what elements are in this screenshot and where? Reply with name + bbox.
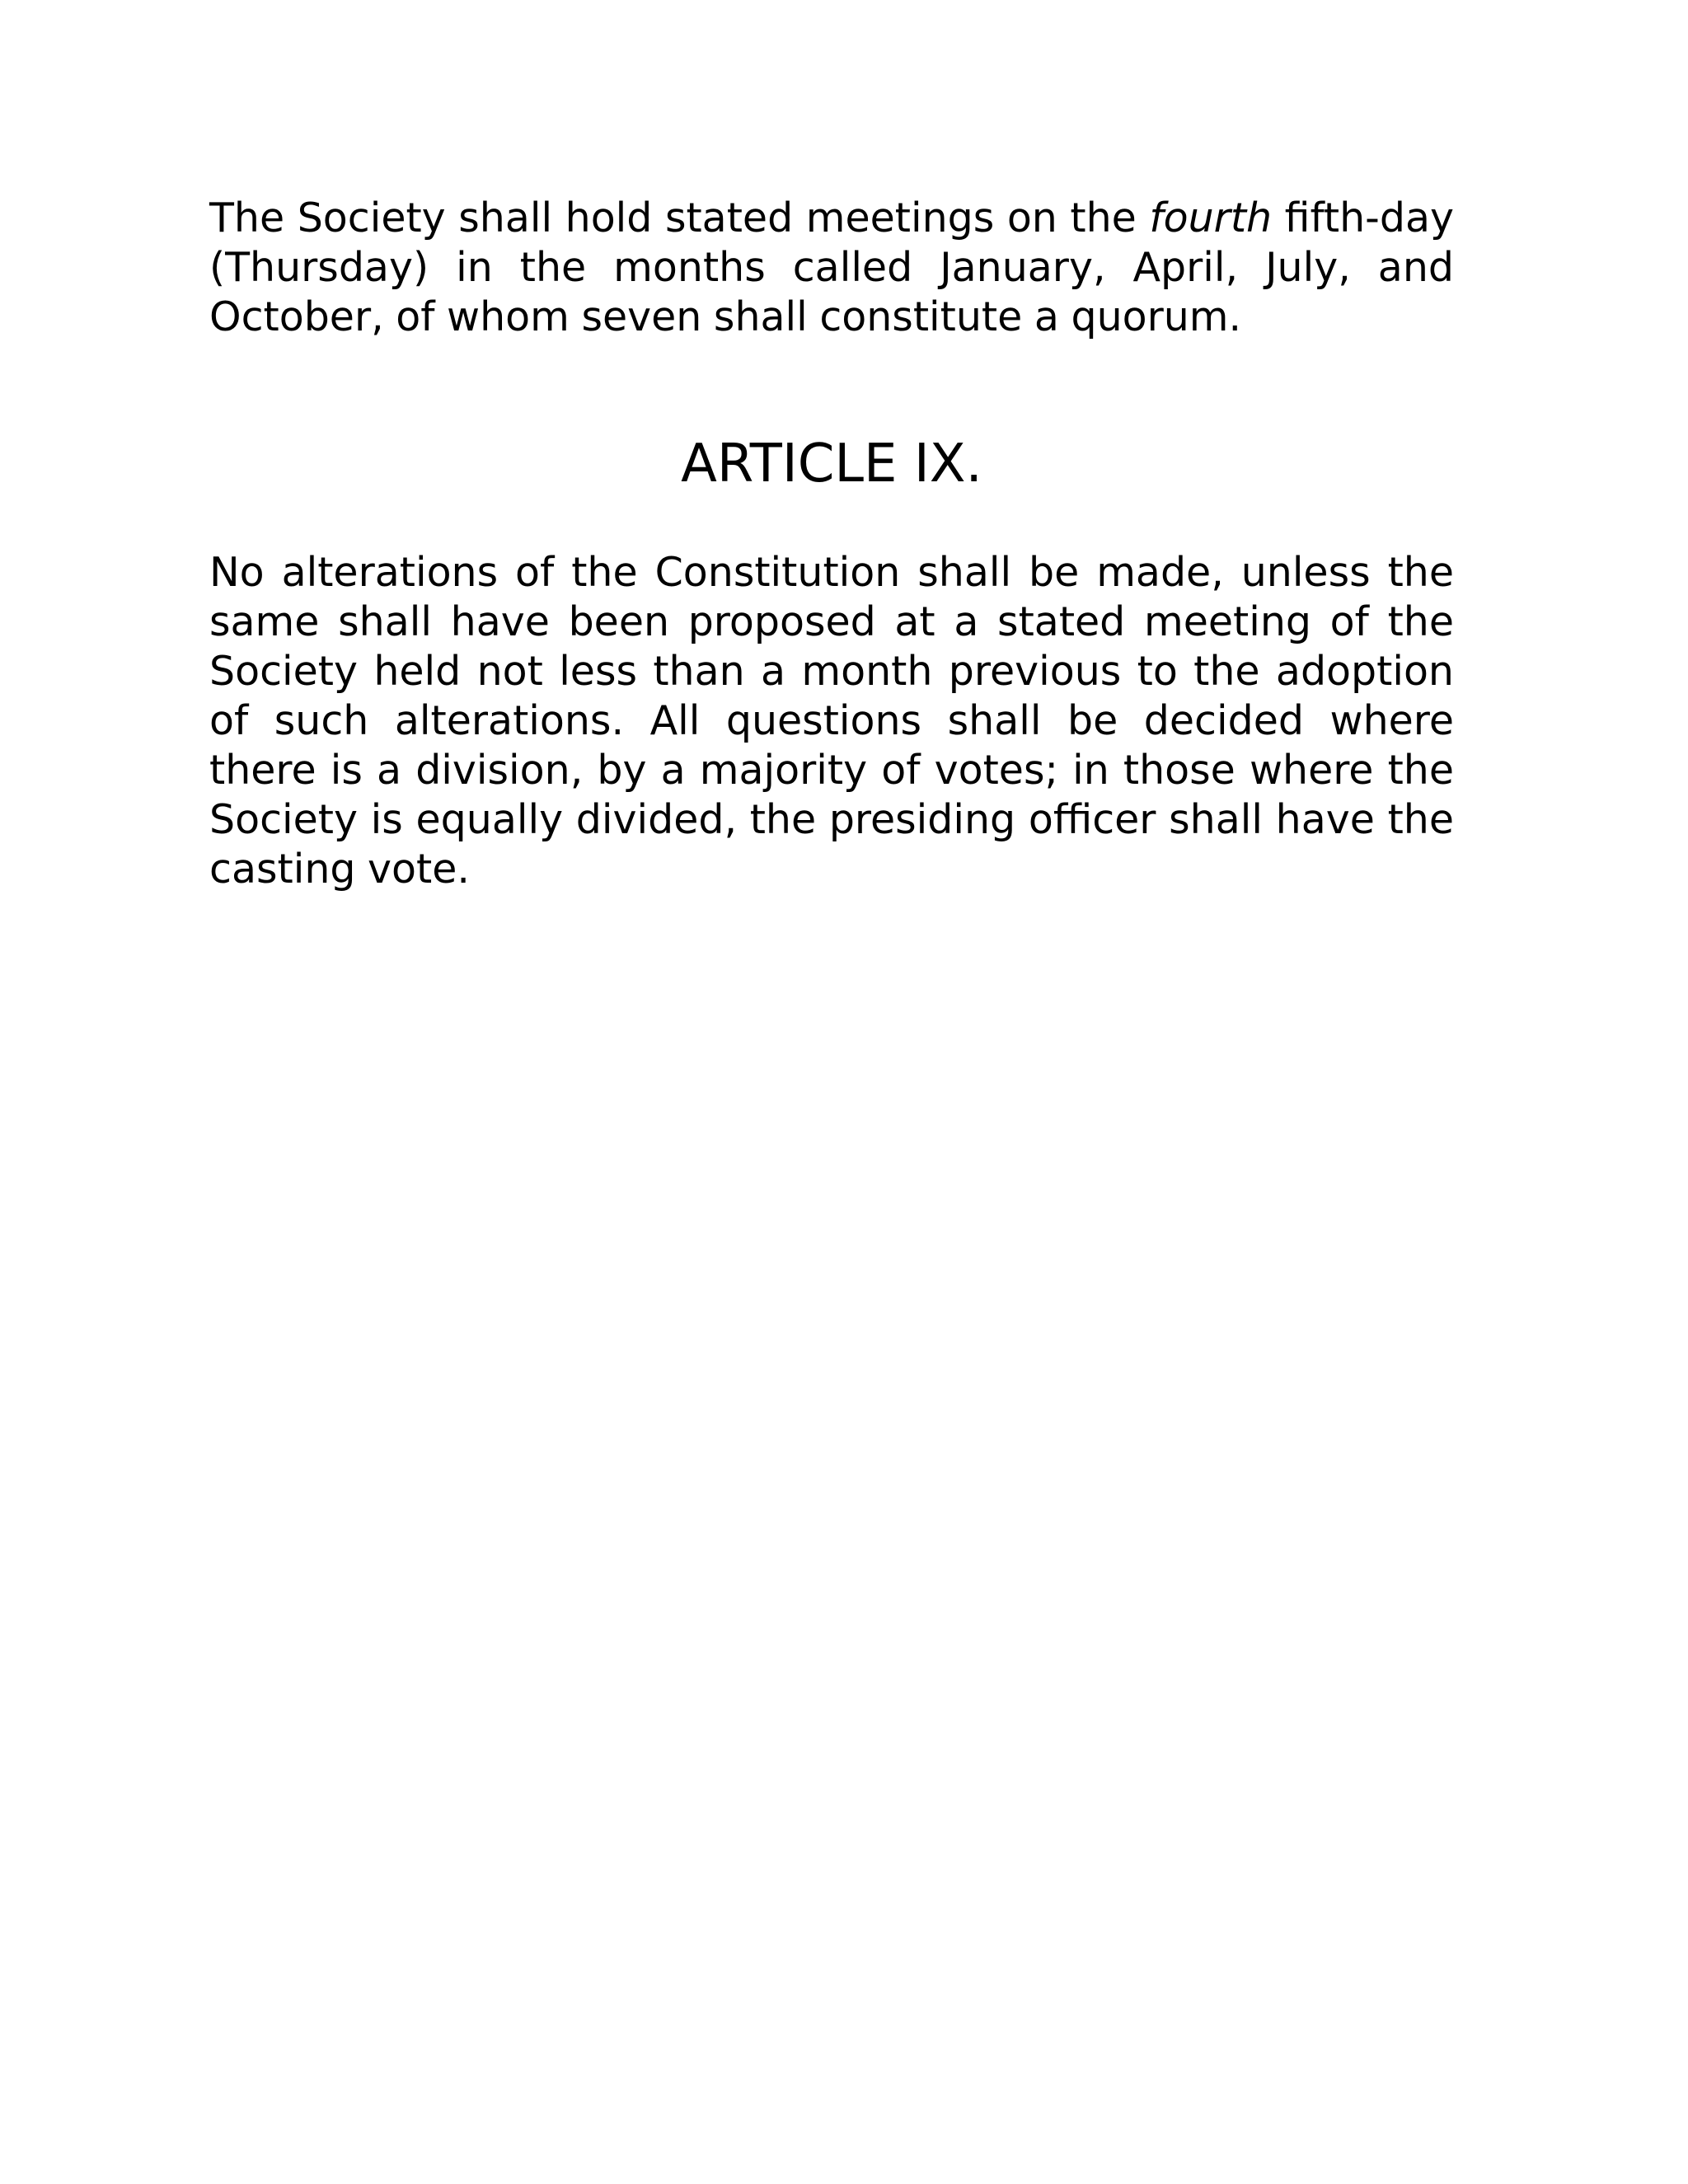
paragraph-italic-word: fourth bbox=[1149, 194, 1273, 241]
paragraph-text-start: The Society shall hold stated meetings on the bbox=[209, 194, 1150, 241]
article-heading: ARTICLE IX. bbox=[681, 434, 982, 494]
alterations-paragraph: No alterations of the Constitution shall be made, unless the same shall have been proposed at a stated meeting of the Society held not less than a month previous to the adoption of such alterations. All questions shall be decided where there is a division, by a majority of votes; in those where the Society is equally divided, the presiding officer shall have the casting vote. bbox=[209, 549, 1454, 893]
document-page bbox=[209, 194, 1454, 894]
meetings-paragraph bbox=[209, 194, 1454, 342]
paragraph-text-end: fifth-day (Thursday) in the months called January, April, July, and October, of whom seven shall constitute a quorum. bbox=[209, 194, 1454, 340]
